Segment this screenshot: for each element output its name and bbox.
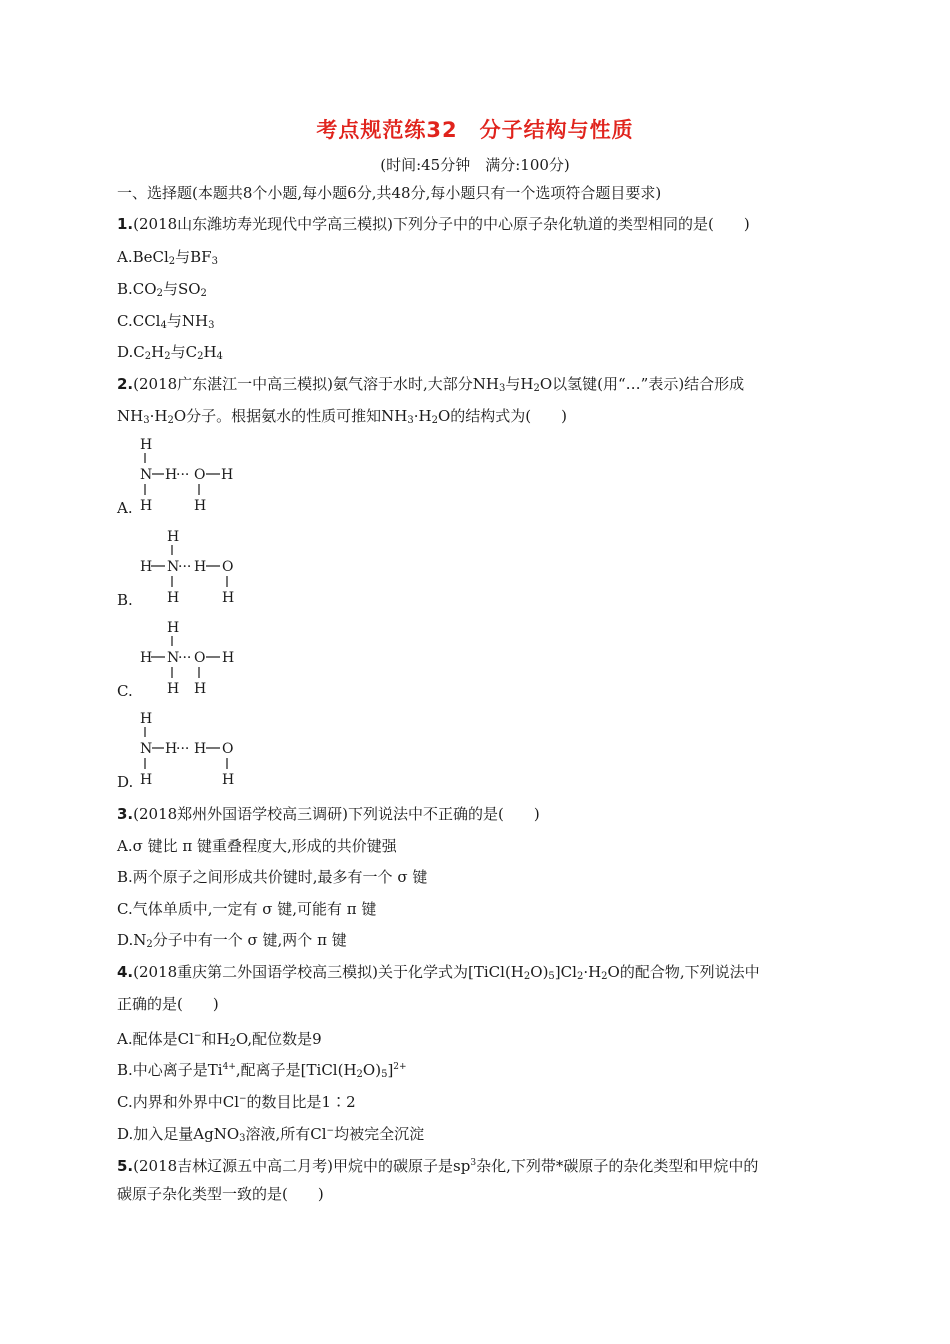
svg-text:N: N (167, 650, 180, 666)
svg-text:H: H (165, 741, 178, 757)
structural-formula-d (138, 709, 258, 789)
question-3-option-d: $D.N_2$分子中有一个 σ 键,两个 π 键 (117, 931, 347, 950)
question-number: 4. (117, 963, 134, 981)
question-1-option-b: $B.CO_2$与$SO_2$ (117, 280, 207, 299)
question-2-option-a-label: A. (117, 499, 133, 517)
svg-text:O: O (194, 467, 206, 483)
question-number: 2. (117, 375, 134, 393)
structural-formula-a (138, 435, 258, 515)
structural-formula-b (138, 527, 258, 607)
svg-text:H: H (194, 681, 207, 697)
question-1-option-c: C.CCl$_4$与$NH_3$ (117, 312, 215, 331)
svg-text:H: H (194, 741, 207, 757)
question-2-option-b-label: B. (117, 591, 133, 609)
question-4-option-b: B.中心离子是$Ti^{4+}$,配离子是$[TiCl(H_2O)_5]^{2+}$ (117, 1061, 407, 1080)
svg-text:H: H (140, 711, 153, 727)
question-3-option-a: A.σ 键比 π 键重叠程度大,形成的共价键强 (117, 837, 397, 855)
svg-text:···: ··· (176, 467, 190, 483)
question-4-option-a: A.配体是Cl−和$H_2O$,配位数是9 (117, 1030, 322, 1049)
question-2-stem-line-2: $NH_3\cdot H_2O$分子。根据氨水的性质可推知$NH_3\cdot H_2O$的结构式为( ) (117, 407, 567, 426)
question-3-option-c: C.气体单质中,一定有 σ 键,可能有 π 键 (117, 900, 377, 918)
svg-text:O: O (222, 559, 234, 575)
structural-formula-c (138, 618, 258, 698)
svg-text:···: ··· (178, 559, 192, 575)
svg-text:H: H (140, 772, 153, 788)
question-3-stem: 3.(2018郑州外国语学校高三调研)下列说法中不正确的是( ) (117, 805, 540, 823)
svg-text:N: N (140, 467, 153, 483)
page-subtitle: (时间:45分钟 满分:100分) (380, 156, 570, 174)
question-number: 1. (117, 215, 134, 233)
question-2-option-c-label: C. (117, 682, 133, 700)
svg-text:H: H (140, 498, 153, 514)
svg-text:H: H (165, 467, 178, 483)
question-4-option-d: D.加入足量AgNO$_3$溶液,所有Cl−均被完全沉淀 (117, 1125, 425, 1144)
svg-text:H: H (167, 529, 180, 545)
question-4-stem-line-2: 正确的是( ) (117, 995, 219, 1013)
question-2-stem-line-1: 2.(2018广东湛江一中高三模拟)氨气溶于水时,大部分$NH_3$与$H_2O$以氢键(用“…”表示)结合形成 (117, 375, 745, 394)
svg-text:H: H (222, 772, 235, 788)
svg-text:O: O (222, 741, 234, 757)
section-heading: 一、选择题(本题共8个小题,每小题6分,共48分,每小题只有一个选项符合题目要求) (117, 184, 662, 202)
question-4-stem-line-1: 4.(2018重庆第二外国语学校高三模拟)关于化学式为$[TiCl(H_2O)_5]Cl_2\cdot H_2O$的配合物,下列说法中 (117, 963, 760, 982)
svg-text:H: H (167, 590, 180, 606)
question-1-option-d: $D.C_2H_2$与$C_2H_4$ (117, 343, 223, 362)
svg-text:H: H (194, 498, 207, 514)
svg-text:H: H (221, 467, 234, 483)
question-number: 3. (117, 805, 134, 823)
question-3-option-b: B.两个原子之间形成共价键时,最多有一个 σ 键 (117, 868, 428, 886)
svg-text:H: H (140, 437, 153, 453)
svg-text:N: N (140, 741, 153, 757)
question-5-stem-line-1: 5.(2018吉林辽源五中高二月考)甲烷中的碳原子是$sp^3$杂化,下列带*碳原子的杂化类型和甲烷中的 (117, 1157, 759, 1175)
question-4-option-c: C.内界和外界中Cl−的数目比是1∶2 (117, 1093, 356, 1111)
question-2-option-d-label: D. (117, 773, 134, 791)
question-5-stem-line-2: 碳原子杂化类型一致的是( ) (117, 1185, 324, 1203)
svg-text:H: H (194, 559, 207, 575)
svg-text:···: ··· (176, 741, 190, 757)
svg-text:O: O (194, 650, 206, 666)
question-1-stem: 1.(2018山东潍坊寿光现代中学高三模拟)下列分子中的中心原子杂化轨道的类型相同的是( ) (117, 215, 750, 233)
svg-text:N: N (167, 559, 180, 575)
svg-text:H: H (140, 650, 153, 666)
svg-text:H: H (167, 620, 180, 636)
svg-text:···: ··· (178, 650, 192, 666)
svg-text:H: H (222, 650, 235, 666)
question-number: 5. (117, 1157, 134, 1175)
svg-text:H: H (140, 559, 153, 575)
page-title: 考点规范练32 分子结构与性质 (316, 118, 634, 142)
question-1-option-a: A.BeCl$_2$与$BF_3$ (117, 248, 218, 267)
svg-text:H: H (167, 681, 180, 697)
svg-text:H: H (222, 590, 235, 606)
